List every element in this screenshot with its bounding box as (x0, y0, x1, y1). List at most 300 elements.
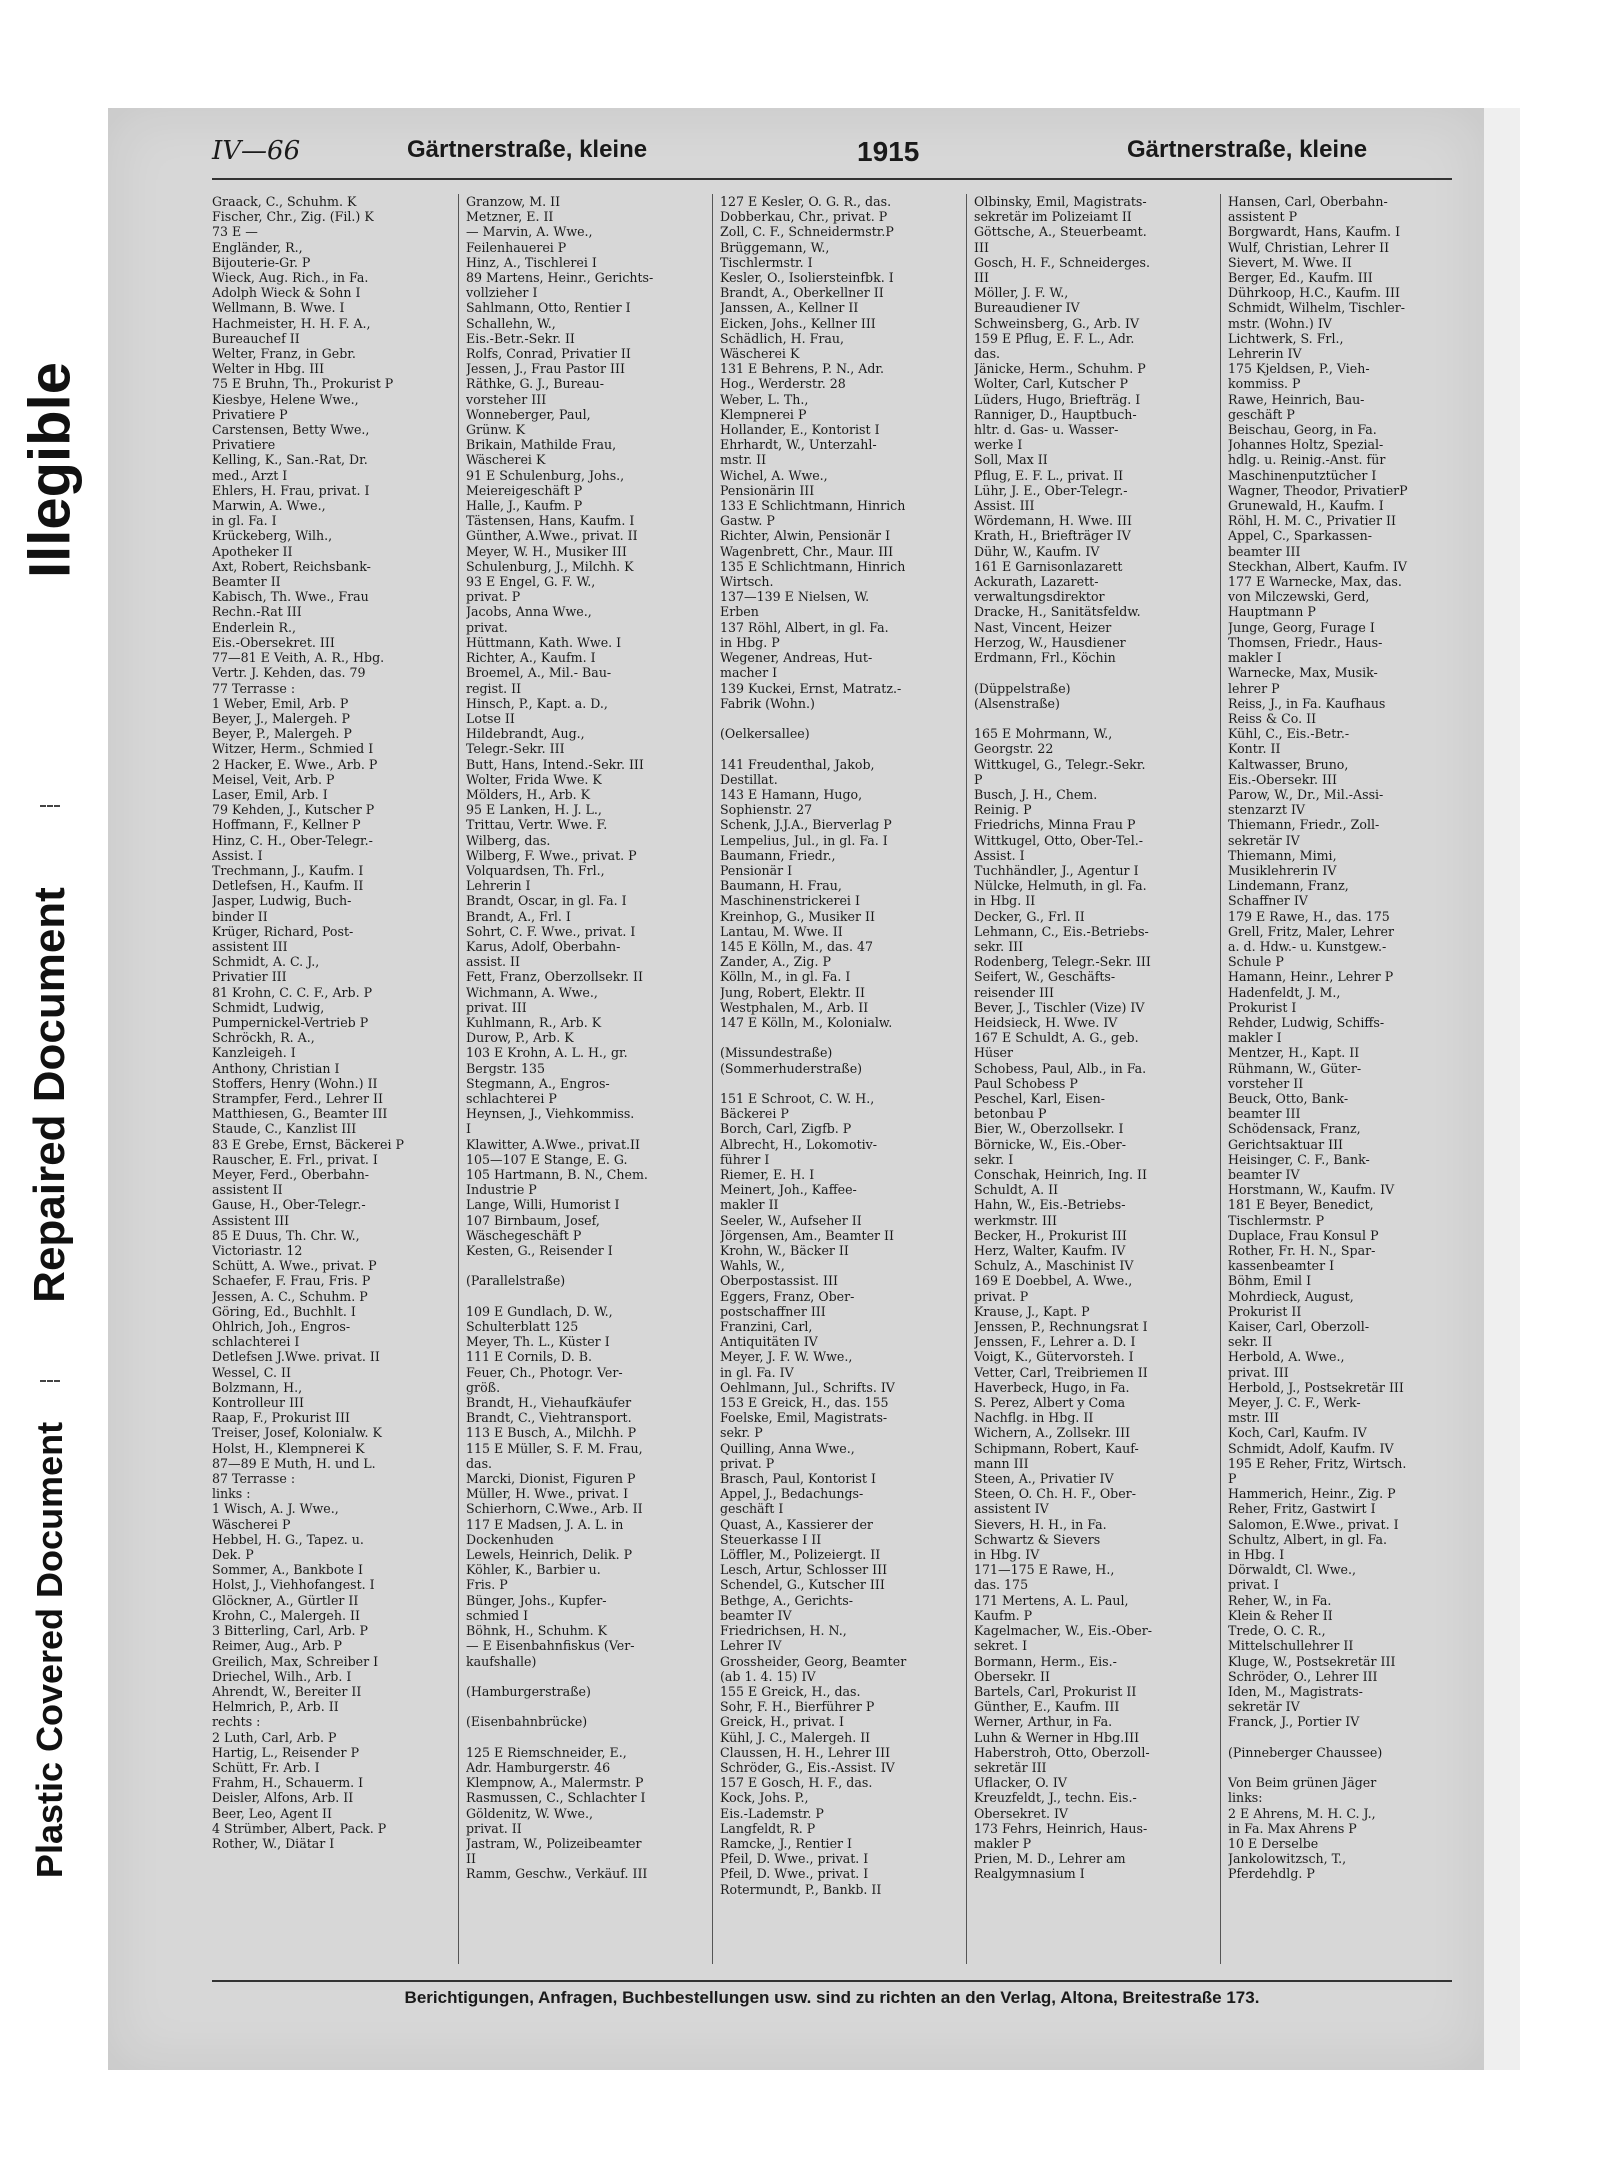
directory-entry: Ahrendt, W., Bereiter II (212, 1683, 362, 1699)
directory-entry: Rehder, Ludwig, Schiffs- (1228, 1014, 1385, 1030)
directory-entry: Krath, H., Briefträger IV (974, 528, 1131, 544)
directory-entry: hltr. d. Gas- u. Wasser- (974, 422, 1119, 438)
directory-entry: Hahn, W., Eis.-Betriebs- (974, 1197, 1126, 1213)
directory-entry: Paul Schobess P (974, 1075, 1078, 1091)
directory-entry: Thomsen, Friedr., Haus- (1228, 634, 1383, 650)
directory-entry: in Fa. Max Ahrens P (1228, 1820, 1357, 1836)
directory-entry: P (1228, 1471, 1237, 1487)
directory-entry: Hauptmann P (1228, 604, 1316, 620)
directory-entry: Steuerkasse I II (720, 1531, 822, 1547)
directory-entry: 137 Röhl, Albert, in gl. Fa. (720, 619, 889, 635)
directory-entry: sekr. I (974, 1151, 1014, 1167)
directory-entry: Volquardsen, Th. Frl., (466, 862, 605, 878)
directory-entry: Herz, Walter, Kaufm. IV (974, 1243, 1126, 1259)
directory-entry: 1 Weber, Emil, Arb. P (212, 695, 349, 711)
directory-entry: Krohn, C., Malergeh. II (212, 1607, 360, 1623)
directory-entry: P (974, 771, 983, 787)
directory-entry: Jessen, J., Frau Pastor III (466, 361, 625, 377)
directory-entry: Schädlich, H. Frau, (720, 330, 844, 346)
directory-entry: privat. III (1228, 1364, 1289, 1380)
directory-entry: 117 E Madsen, J. A. L. in (466, 1516, 624, 1532)
directory-entry: Erdmann, Frl., Köchin (974, 650, 1116, 666)
scan-legend (0, 0, 100, 2177)
directory-entry: Göldenitz, W. Wwe., (466, 1805, 593, 1821)
directory-entry: 93 E Engel, G. F. W., (466, 574, 596, 590)
directory-entry: Obersekret. IV (974, 1805, 1069, 1821)
directory-entry: Beyer, J., Malergeh. P (212, 710, 351, 726)
directory-entry: Fett, Franz, Oberzollsekr. II (466, 969, 643, 985)
directory-entry: Hog., Werderstr. 28 (720, 376, 846, 392)
directory-entry: privat. II (466, 1820, 522, 1836)
directory-entry: Prien, M. D., Lehrer am (974, 1851, 1126, 1867)
directory-entry: Jastram, W., Polizeibeamter (466, 1835, 642, 1851)
directory-entry: 173 Fehrs, Heinrich, Haus- (974, 1820, 1148, 1836)
directory-entry: Helmrich, P., Arb. II (212, 1699, 339, 1715)
directory-entry: Herzog, W., Hausdiener (974, 634, 1126, 650)
directory-entry: Fabrik (Wohn.) (720, 695, 815, 711)
directory-entry: Röhl, H. M. C., Privatier II (1228, 513, 1396, 529)
directory-entry: Quilling, Anna Wwe., (720, 1440, 855, 1456)
directory-entry: Sommer, A., Bankbote I (212, 1562, 363, 1578)
directory-entry: Iden, M., Magistrats- (1228, 1683, 1363, 1699)
directory-entry: I (466, 1121, 471, 1137)
legend-divider (40, 1380, 60, 1382)
directory-entry: Schödensack, Franz, (1228, 1121, 1361, 1137)
directory-entry: Marcki, Dionist, Figuren P (466, 1471, 636, 1487)
directory-entry: Mentzer, H., Kapt. II (1228, 1045, 1360, 1061)
directory-entry: schmied I (466, 1607, 529, 1623)
directory-entry: Jacobs, Anna Wwe., (466, 604, 592, 620)
column-1 (212, 194, 448, 1964)
directory-entry: Wichmann, A. Wwe., (466, 984, 598, 1000)
directory-entry: Dockenhuden (466, 1531, 554, 1547)
directory-entry: Meyer, J. C. F., Werk- (1228, 1395, 1361, 1411)
directory-entry: 77—81 E Veith, A. R., Hbg. (212, 650, 385, 666)
directory-entry: Meyer, W. H., Musiker III (466, 543, 627, 559)
directory-entry: Assist. I (212, 847, 263, 863)
directory-entry: Schütt, A. Wwe., privat. P (212, 1258, 377, 1274)
directory-entry: Friedrichsen, H. N., (720, 1623, 847, 1639)
directory-entry: Detlefsen J.Wwe. privat. II (212, 1349, 380, 1365)
directory-entry: Ackurath, Lazarett- (974, 574, 1099, 590)
directory-entry: privat. III (466, 999, 527, 1015)
directory-entry: Privatiere P (212, 406, 288, 422)
directory-entry: Karus, Adolf, Oberbahn- (466, 938, 621, 954)
directory-entry: 73 E — (212, 224, 258, 240)
directory-entry: Wilberg, das. (466, 832, 551, 848)
directory-entry: Dek. P (212, 1547, 254, 1563)
directory-entry: Metzner, E. II (466, 209, 554, 225)
directory-entry: Hadenfeldt, J. M., (1228, 984, 1341, 1000)
directory-entry (720, 741, 956, 756)
directory-entry: Brandt, H., Viehaufkäufer (466, 1395, 632, 1411)
directory-entry: Lehrerin IV (1228, 346, 1302, 362)
directory-entry: makler I (1228, 1030, 1282, 1046)
directory-entry: Wieck, Aug. Rich., in Fa. (212, 270, 369, 286)
directory-entry: schlachterei P (466, 1090, 557, 1106)
directory-entry: Wichern, A., Zollsekr. III (974, 1425, 1131, 1441)
directory-entry: Hamann, Heinr., Lehrer P (1228, 969, 1394, 985)
directory-entry: Bethge, A., Gerichts- (720, 1592, 854, 1608)
directory-entry: Werner, Arthur, in Fa. (974, 1714, 1113, 1730)
directory-entry: Steckhan, Albert, Kaufm. IV (1228, 558, 1407, 574)
directory-entry: Müller, H. Wwe., privat. I (466, 1486, 629, 1502)
directory-entry: Graack, C., Schuhm. K (212, 194, 357, 209)
directory-entry: Pensionärin III (720, 482, 815, 498)
directory-entry: Hüttmann, Kath. Wwe. I (466, 634, 622, 650)
column-4 (974, 194, 1210, 1964)
directory-entry: Beischau, Georg, in Fa. (1228, 422, 1377, 438)
directory-entry: beamter IV (1228, 1167, 1300, 1182)
directory-entry: Wäscherei K (466, 452, 546, 468)
directory-entry: Becker, H., Prokurist III (974, 1227, 1127, 1243)
directory-entry: Georgstr. 22 (974, 741, 1054, 757)
directory-entry: Jankolowitzsch, T., (1228, 1851, 1347, 1867)
directory-entry: Hüser (974, 1045, 1014, 1061)
directory-entry: Meyer, J. F. W. Wwe., (720, 1349, 853, 1365)
directory-entry: Treiser, Josef, Kolonialw. K (212, 1425, 382, 1441)
directory-entry: Börnicke, W., Eis.-Ober- (974, 1136, 1126, 1152)
directory-entry: 3 Bitterling, Carl, Arb. P (212, 1623, 368, 1639)
directory-entry: Marwin, A. Wwe., (212, 498, 326, 514)
directory-entry: Pfeil, D. Wwe., privat. I (720, 1866, 869, 1882)
directory-entry: Wilberg, F. Wwe., privat. P (466, 847, 637, 863)
label-repaired-document: Repaired Document (25, 887, 74, 1303)
directory-entry: Dobberkau, Chr., privat. P (720, 209, 888, 225)
directory-entry: Gause, H., Ober-Telegr.- (212, 1197, 366, 1213)
directory-entry: Schütt, Fr. Arb. I (212, 1759, 320, 1775)
directory-entry: Tuchhändler, J., Agentur I (974, 862, 1139, 878)
directory-entry: Luhn & Werner in Hbg.III (974, 1729, 1140, 1745)
directory-entry: Feuer, Ch., Photogr. Ver- (466, 1364, 623, 1380)
directory-entry: Nachflg. in Hbg. II (974, 1410, 1094, 1426)
directory-entry: Jänicke, Herm., Schuhm. P (974, 361, 1146, 377)
directory-entry: Klempnerei P (720, 406, 807, 422)
directory-entry: Sohr, F. H., Bierführer P (720, 1699, 875, 1715)
directory-entry: Prokurist I (1228, 999, 1297, 1015)
directory-entry: Pumpernickel-Vertrieb P (212, 1014, 369, 1030)
directory-entry: schlachterei I (212, 1334, 300, 1350)
directory-entry: Jenssen, F., Lehrer a. D. I (974, 1334, 1136, 1350)
directory-entry: Brandt, Oscar, in gl. Fa. I (466, 893, 627, 909)
directory-entry: Kreinhop, G., Musiker II (720, 908, 875, 924)
directory-entry: privat. P (974, 1288, 1029, 1304)
directory-entry: Brandt, C., Viehtransport. (466, 1410, 632, 1426)
directory-entry: Günther, A.Wwe., privat. II (466, 528, 638, 544)
directory-entry: geschäft P (1228, 406, 1295, 422)
directory-entry: Axt, Robert, Reichsbank- (212, 558, 371, 574)
directory-entry: Schendel, G., Kutscher III (720, 1577, 885, 1593)
directory-entry: Meisel, Veit, Arb. P (212, 771, 335, 787)
directory-entry: Assist. III (974, 498, 1035, 514)
directory-entry: größ. (466, 1379, 501, 1395)
directory-entry: Lindemann, Franz, (1228, 878, 1349, 894)
directory-entry: Jasper, Ludwig, Buch- (212, 893, 352, 909)
directory-entry: Nast, Vincent, Heizer (974, 619, 1112, 635)
directory-entry: Rechn.-Rat III (212, 604, 302, 620)
directory-entry: das. (974, 346, 1001, 362)
directory-entry: Tischlermstr. P (1228, 1212, 1325, 1228)
directory-entry: 181 E Beyer, Benedict, (1228, 1197, 1374, 1213)
directory-entry: Fischer, Chr., Zig. (Fil.) K (212, 209, 374, 225)
column-divider (1220, 194, 1221, 1964)
directory-entry: Eis.-Betr.-Sekr. II (466, 330, 575, 346)
directory-entry: Löffler, M., Polizeiergt. II (720, 1547, 881, 1563)
directory-entry (1228, 1760, 1464, 1775)
directory-entry: Vetter, Carl, Treibriemen II (974, 1364, 1148, 1380)
directory-entry: Kölln, M., in gl. Fa. I (720, 969, 851, 985)
directory-entry: Klawitter, A.Wwe., privat.II (466, 1136, 640, 1152)
directory-entry: Wahls, W., (720, 1258, 785, 1274)
directory-entry: Wördemann, H. Wwe. III (974, 513, 1132, 529)
directory-entry: Oehlmann, Jul., Schrifts. IV (720, 1379, 895, 1395)
directory-entry: Stoffers, Henry (Wohn.) II (212, 1075, 378, 1091)
directory-entry: Schröder, O., Lehrer III (1228, 1668, 1378, 1684)
directory-entry: Hinz, C. H., Ober-Telegr.- (212, 832, 373, 848)
directory-entry: Antiquitäten IV (720, 1334, 818, 1350)
directory-entry: (Missundestraße) (720, 1045, 833, 1061)
directory-entry: Ramcke, J., Rentier I (720, 1835, 853, 1851)
directory-entry: Victoriastr. 12 (212, 1243, 303, 1259)
directory-entry: hdlg. u. Reinig.-Anst. für (1228, 452, 1386, 468)
directory-entry: Räthke, G. J., Bureau- (466, 376, 604, 392)
directory-entry: 167 E Schuldt, A. G., geb. (974, 1030, 1139, 1046)
directory-entry: Franzini, Carl, (720, 1319, 813, 1335)
directory-entry: Haverbeck, Hugo, in Fa. (974, 1379, 1130, 1395)
directory-entry: Seeler, W., Aufseher II (720, 1212, 862, 1228)
column-divider (458, 194, 459, 1964)
directory-entry: (Sommerhuderstraße) (720, 1060, 863, 1076)
directory-entry: 145 E Kölln, M., das. 47 (720, 938, 874, 954)
directory-entry: Reher, Fritz, Gastwirt I (1228, 1501, 1376, 1517)
directory-entry: 147 E Kölln, M., Kolonialw. (720, 1014, 893, 1030)
directory-entry: Hollander, E., Kontorist I (720, 422, 880, 438)
directory-entry: Borch, Carl, Zigfb. P (720, 1121, 852, 1137)
directory-entry: Kelling, K., San.-Rat, Dr. (212, 452, 368, 468)
publisher-footer: Berichtigungen, Anfragen, Buchbestellungen usw. sind zu richten an den Verlag, Altona, Breitestraße 173. (212, 1980, 1452, 2008)
directory-entry: Schmidt, Adolf, Kaufm. IV (1228, 1440, 1394, 1456)
column-divider (712, 194, 713, 1964)
directory-entry: in Hbg. I (1228, 1547, 1285, 1563)
directory-entry: Gastw. P (720, 513, 775, 529)
directory-entry: 115 E Müller, S. F. M. Frau, (466, 1440, 643, 1456)
directory-entry: Krüger, Richard, Post- (212, 923, 354, 939)
directory-entry: Klein & Reher II (1228, 1607, 1333, 1623)
directory-entry: mstr. (Wohn.) IV (1228, 315, 1332, 331)
directory-entry: Wittkugel, Otto, Ober-Tel.- (974, 832, 1144, 848)
directory-entry: 1 Wisch, A. J. Wwe., (212, 1501, 339, 1517)
directory-entry: 109 E Gundlach, D. W., (466, 1303, 613, 1319)
directory-entry: Reimer, Aug., Arb. P (212, 1638, 342, 1654)
directory-entry: III (974, 270, 989, 286)
directory-entry (466, 1258, 702, 1273)
directory-entry: Bergstr. 135 (466, 1060, 545, 1076)
directory-entry: Reiss & Co. II (1228, 710, 1317, 726)
directory-entry: Böhm, Emil I (1228, 1273, 1312, 1289)
directory-entry: Bormann, Herm., Eis.- (974, 1653, 1117, 1669)
directory-entry: Reiss, J., in Fa. Kaufhaus (1228, 695, 1386, 711)
directory-entry: Wäscherei K (720, 346, 800, 362)
directory-entry: assistent III (212, 938, 288, 954)
directory-entry: Wulf, Christian, Lehrer II (1228, 239, 1390, 255)
directory-entry: von Milczewski, Gerd, (1228, 589, 1370, 605)
directory-entry: 143 E Hamann, Hugo, (720, 786, 863, 802)
directory-entry: führer I (720, 1151, 770, 1167)
directory-entry: Rolfs, Conrad, Privatier II (466, 346, 631, 362)
directory-entry: Schröckh, R. A., (212, 1030, 315, 1046)
directory-entry: Gerichtsaktuar III (1228, 1136, 1344, 1152)
directory-entry: Frahm, H., Schauerm. I (212, 1775, 364, 1791)
directory-entry: Wagenbrett, Chr., Maur. III (720, 543, 894, 559)
directory-entry: Lantau, M. Wwe. II (720, 923, 843, 939)
directory-entry: Krause, J., Kapt. P (974, 1303, 1090, 1319)
directory-entry: privat. (466, 619, 508, 635)
directory-entry: Privatiere (212, 437, 276, 453)
directory-entry: Baumann, H. Frau, (720, 878, 842, 894)
directory-entry: Schmidt, Ludwig, (212, 999, 325, 1015)
directory-entry: Franck, J., Portier IV (1228, 1714, 1360, 1730)
directory-entry: Kontr. II (1228, 741, 1281, 757)
directory-entry: Tästensen, Hans, Kaufm. I (466, 513, 635, 529)
directory-entry: Musiklehrerin IV (1228, 862, 1337, 878)
directory-entry: Schultz, Albert, in gl. Fa. (1228, 1531, 1387, 1547)
directory-entry: rechts : (212, 1714, 261, 1730)
directory-entry: Brasch, Paul, Kontorist I (720, 1471, 876, 1487)
directory-entry: Schulterblatt 125 (466, 1319, 579, 1335)
directory-entry: Göttsche, A., Steuerbeamt. (974, 224, 1147, 240)
directory-entry: Langfeldt, R. P (720, 1820, 816, 1836)
directory-entry: Jessen, A. C., Schuhm. P (212, 1288, 368, 1304)
directory-entry: Herbold, A. Wwe., (1228, 1349, 1345, 1365)
directory-entry: Borgwardt, Hans, Kaufm. I (1228, 224, 1401, 240)
label-illegible: Illegible (17, 362, 83, 578)
directory-entry: Holst, J., Viehhofangest. I (212, 1577, 375, 1593)
directory-entry: Maschinenputztücher I (1228, 467, 1377, 483)
directory-entry: Lühr, J. E., Ober-Telegr.- (974, 482, 1128, 498)
directory-entry: 195 E Reher, Fritz, Wirtsch. (1228, 1455, 1407, 1471)
directory-entry: Lichtwerk, S. Frl., (1228, 330, 1344, 346)
directory-entry: Heidsieck, H. Wwe. IV (974, 1014, 1118, 1030)
directory-entry: Oberpostassist. III (720, 1273, 838, 1289)
directory-entry: III (974, 239, 989, 255)
directory-entry: Witzer, Herm., Schmied I (212, 741, 374, 757)
directory-entry: 103 E Krohn, A. L. H., gr. (466, 1045, 628, 1061)
directory-entry: Halle, J., Kaufm. P (466, 498, 583, 514)
directory-entry: Jörgensen, Am., Beamter II (720, 1227, 895, 1243)
directory-entry: 2 E Ahrens, M. H. C. J., (1228, 1805, 1376, 1821)
directory-entry: sekretär IV (1228, 1699, 1300, 1715)
directory-entry: Kontrolleur III (212, 1395, 304, 1411)
directory-entry: Staude, C., Kanzlist III (212, 1121, 357, 1137)
page-header (132, 136, 1432, 176)
directory-entry: Driechel, Wilh., Arb. I (212, 1668, 352, 1684)
directory-entry: privat. P (466, 589, 521, 605)
directory-entry: Berger, Ed., Kaufm. III (1228, 270, 1373, 286)
directory-entry: Maschinenstrickerei I (720, 893, 860, 909)
directory-entry: Greilich, Max, Schreiber I (212, 1653, 379, 1669)
directory-entry: Thiemann, Friedr., Zoll- (1228, 817, 1380, 833)
directory-entry: Hachmeister, H. H. F. A., (212, 315, 371, 331)
directory-entry: 10 E Derselbe (1228, 1835, 1319, 1851)
directory-entry: Heynsen, J., Viehkommiss. (466, 1106, 635, 1122)
directory-entry (466, 1699, 702, 1714)
directory-entry: Koch, Carl, Kaufm. IV (1228, 1425, 1367, 1441)
directory-entry: 105 Hartmann, B. N., Chem. (466, 1167, 648, 1182)
directory-entry: Bureauchef II (212, 330, 300, 346)
directory-entry: Kaltwasser, Bruno, (1228, 756, 1349, 772)
street-title-right: Gärtnerstraße, kleine (1127, 136, 1368, 163)
directory-entry: Nülcke, Helmuth, in gl. Fa. (974, 878, 1147, 894)
directory-entry: Steen, O. Ch. H. F., Ober- (974, 1486, 1136, 1502)
directory-entry: Beyer, P., Malergeh. P (212, 726, 352, 742)
directory-entry: verwaltungsdirektor (974, 589, 1105, 605)
directory-entry: Pensionär I (720, 862, 793, 878)
directory-entry: 141 Freudenthal, Jakob, (720, 756, 875, 772)
directory-entry: kommiss. P (1228, 376, 1301, 392)
directory-entry (720, 1030, 956, 1045)
directory-entry: beamter IV (720, 1607, 792, 1623)
directory-entry: Brikain, Mathilde Frau, (466, 437, 617, 453)
directory-entry: Krückeberg, Wilh., (212, 528, 333, 544)
directory-entry: Kesten, G., Reisender I (466, 1243, 613, 1259)
directory-entry: Detlefsen, H., Kaufm. II (212, 878, 364, 894)
directory-entry: links: (1228, 1790, 1263, 1806)
directory-entry: sekretär III (974, 1759, 1047, 1775)
directory-entry: Bijouterie-Gr. P (212, 254, 311, 270)
directory-entry: 75 E Bruhn, Th., Prokurist P (212, 376, 394, 392)
directory-entry: kaufshalle) (466, 1653, 537, 1669)
directory-entry: Köhler, K., Barbier u. (466, 1562, 601, 1578)
directory-entry: in Hbg. IV (974, 1547, 1040, 1563)
directory-entry: Hammerich, Heinr., Zig. P (1228, 1486, 1396, 1502)
directory-entry: 171 Mertens, A. L. Paul, (974, 1592, 1129, 1608)
directory-entry: mstr. III (1228, 1410, 1280, 1426)
directory-entry: 83 E Grebe, Ernst, Bäckerei P (212, 1136, 405, 1152)
year: 1915 (857, 136, 920, 167)
directory-entry (720, 1076, 956, 1091)
directory-entry: Rauscher, E. Frl., privat. I (212, 1151, 378, 1167)
directory-entry: beamter III (1228, 1106, 1301, 1122)
directory-entry: Schipmann, Robert, Kauf- (974, 1440, 1139, 1456)
directory-entry: Broemel, A., Mil.- Bau- (466, 665, 612, 681)
directory-entry: Brandt, A., Oberkellner II (720, 285, 884, 301)
directory-entry: Bolzmann, H., (212, 1379, 303, 1395)
directory-entry: Herbold, J., Postsekretär III (1228, 1379, 1404, 1395)
directory-entry: Prokurist II (1228, 1303, 1302, 1319)
directory-entry: kassenbeamter I (1228, 1258, 1335, 1274)
directory-entry: mstr. II (720, 452, 767, 468)
directory-entry: stenzarzt IV (1228, 802, 1306, 818)
directory-entry: Rühmann, W., Güter- (1228, 1060, 1362, 1076)
directory-entry: 79 Kehden, J., Kutscher P (212, 802, 375, 818)
directory-entry: Dührkoop, H.C., Kaufm. III (1228, 285, 1400, 301)
directory-entry: II (466, 1851, 476, 1867)
directory-entry: Appel, C., Sparkassen- (1228, 528, 1373, 544)
directory-entry: (Parallelstraße) (466, 1273, 566, 1289)
directory-entry: Lesch, Artur, Schlosser III (720, 1562, 888, 1578)
directory-entry: 135 E Schlichtmann, Hinrich (720, 558, 906, 574)
directory-entry: Meiereigeschäft P (466, 482, 583, 498)
directory-entry: Rother, W., Diätar I (212, 1835, 335, 1851)
directory-entry: Voigt, K., Gütervorsteh. I (974, 1349, 1134, 1365)
directory-entry: Dühr, W., Kaufm. IV (974, 543, 1100, 559)
directory-entry: Adr. Hamburgerstr. 46 (466, 1759, 611, 1775)
directory-entry: Bünger, Johs., Kupfer- (466, 1592, 607, 1608)
directory-entry: betonbau P (974, 1106, 1047, 1122)
directory-entry: Peschel, Karl, Eisen- (974, 1090, 1105, 1106)
directory-entry: Schaefer, F. Frau, Fris. P (212, 1273, 371, 1289)
directory-entry: Schaffner IV (1228, 893, 1308, 909)
